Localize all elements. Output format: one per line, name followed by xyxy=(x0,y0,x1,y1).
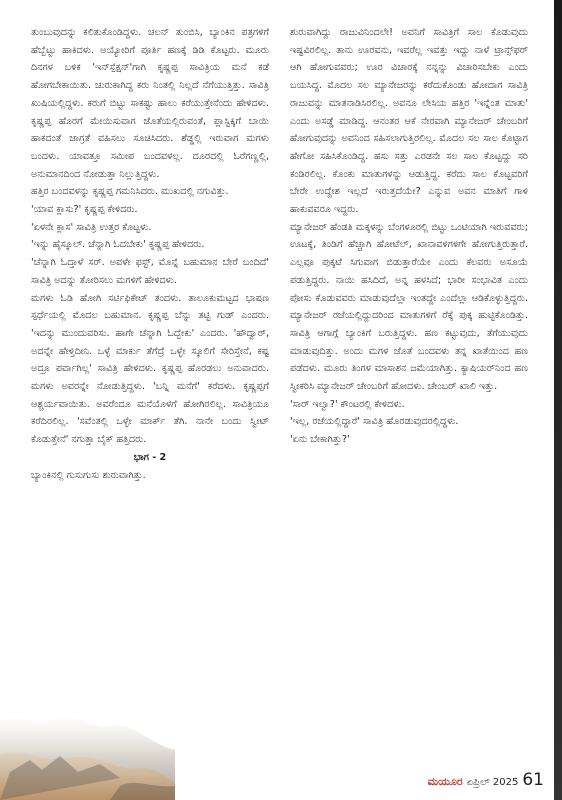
paragraph: 'ಏಳನೇ ಕ್ಲಾಸ' ಸಾವಿತ್ರಿ ಉತ್ತರ ಕೊಟ್ಟಳು. xyxy=(31,221,152,233)
paragraph: 'ಏನು ಬೇಕಾಗಿತ್ತು?' xyxy=(290,434,350,446)
section-heading: ಭಾಗ - 2 xyxy=(133,451,167,463)
magazine-name: ಮಯೂರ xyxy=(427,775,463,788)
paragraph: ಹತ್ತಿರ ಬಂದವಳನ್ನು ಕೃಷ್ಣಪ್ಪ ಗಮನಿಸಿದರು. ಮುಖದಲ್ಲಿ ನಗುವಿತ್ತು. xyxy=(31,186,229,198)
left-column xyxy=(31,24,269,484)
paragraph: 'ಚೆನ್ನಾಗಿ ಓದ್ತಾಳೆ ಸರ್. ಅವಳೇ ಫಸ್ಟ್, ಮೊನ್ನೆ ಬಹುಮಾನ ಬೇರೆ ಬಂದಿದೆ' ಸಾವಿತ್ರಿ ಅದನ್ನು ತೋರಿಸಲು ಮಗಳಿಗೆ ಹೇಳಿದಳು. xyxy=(31,257,269,286)
paragraph: 'ಸಾರ್ ಇಲ್ವಾ?' ಕೌಂಟರಲ್ಲಿ ಕೇಳಿದಳು. xyxy=(290,398,405,410)
ink-wash-mountain-illustration xyxy=(0,660,175,800)
right-column xyxy=(290,24,528,449)
issue-date: ಏಪ್ರಿಲ್ 2025 xyxy=(466,777,519,788)
paragraph: ಶುರುವಾಗಿದ್ದು ರಾಜುವಿನಿಂದಲೇ! ಅವನಿಗೆ ಸಾವಿತ್ರಿಗೆ ಸಾಲ ಕೊಡುವುದು ಇಷ್ಟವಿರಲಿಲ್ಲ. ತಾನು ಊರವನು, ಇವರೆಲ್ಲ ಇವತ್ತು ಇದ್ದು ನಾಳೆ ಟ್ರಾನ್ಸ್‌ಫರ್ ಆಗಿ ಹೋಗುವವರು; ಊರ ವಿಚಾರಕ್ಕೆ ನನ್ನನ್ನು ವಿಚಾರಿಸಬೇಕು ಎಂದು ಬಯಸಿದ್ದ. ಮೊದಲ ಸಲ ಮ್ಯಾನೇಜರನ್ನು ಕರೆದುಕೊಂಡು ಹೋದಾಗ ಸಾವಿತ್ರಿ ರಾಜುವನ್ನು ಮಾತನಾಡಿಸಿರಲಿಲ್ಲ. ಅವನೂ ಲೇಸಿಯ ಹತ್ತಿರ 'ಇನ್ನೆಂತ ಮಾತು' ಎಂದು ಅಸಡ್ಡೆ ಮಾಡಿದ್ದ. ಆನಂತರ ಆಕೆ ನೇರವಾಗಿ ಮ್ಯಾನೇಜರ್ ಚೇಂಬರಿಗೆ ಹೋಗುವುದನ್ನು ಅವನಿಂದ ಸಹಿಸಲಾಗುತ್ತಿರಲಿಲ್ಲ. ಮೊದಲ ಸಲ ಸಾಲ ಕೊಟ್ಟಾಗ ಹೇಗೋ ಸಹಿಸಿಕೊಂಡಿದ್ದ. ಹಸು ಸತ್ತು ಎರಡನೇ ಸಲ ಸಾಲ ಕೊಟ್ಟದ್ದು ಸರಿ ಕಂಡಿರಲಿಲ್ಲ. ಕೊಂಕು ಮಾತುಗಳನ್ನು ಆಡುತ್ತಿದ್ದ. ಕರೆದು ಸಾಲ ಕೊಟ್ಟವರಿಗೆ ಬೇರೇ ಉದ್ದೇಶ ಇಲ್ಲದೆ ಇರುತ್ತದೆಯೇ? ಎನ್ನುವ ಅವನ ಮಾತಿಗೆ ಗಾಳಿ ಹಾಕುವವರೂ ಇದ್ದರು. xyxy=(290,27,528,216)
page-edge xyxy=(554,0,562,800)
page-footer xyxy=(428,770,544,790)
paragraph: ತುಂಬುವುದನ್ನು ಕಲಿತುಕೊಂಡಿದ್ದಳು. ಚಲನ್ ತುಂಬಿಸಿ, ಬ್ಯಾಂಕಿನ ಪತ್ರಗಳಿಗೆ ಹೆಬ್ಬೆಟ್ಟು ಹಾಕಿದಳು. ಅಯ್ಯೋರಿಗೆ ಪೂರ್ತಿ ಹಣಕ್ಕೆ ಡಿಡಿ ಕೊಟ್ಟರು. ಮೂರು ದಿನಗಳ ಬಳಿಕ 'ಇನ್‌ಸ್ಪೆಕ್ಷನ್'ಗಾಗಿ ಕೃಷ್ಣಪ್ಪ ಸಾವಿತ್ರಿಯ ಮನೆ ಕಡೆ ಹೋಗಬೇಕಾಯಿತು. ಚುರುಕಾಗಿದ್ದ ಕರು ನಿಂತಲ್ಲಿ ನಿಲ್ಲದೆ ನೆಗೆಯುತ್ತಿತ್ತು. ಸಾವಿತ್ರಿ ಖುಷಿಯಲ್ಲಿದ್ದಳು. ಕರುಗೆ ಬಿಟ್ಟು ಸಾಕಷ್ಟು ಹಾಲು ಕರೆಯುತ್ತೇನೆಂದು ಹೇಳಿದಳು. ಕೃಷ್ಣಪ್ಪ ಹೊರಗೆ ಮೇಯಿಸುವಾಗ ಜೊತೆಯಲ್ಲಿರುವಂತೆ, ಪ್ಲಾಸ್ಟಿಕ್ಕಿಗೆ ಬಾಯಿ ಹಾಕದಂತೆ ಜಾಗ್ರತೆ ವಹಿಸಲು ಸೂಚಿಸಿದರು. ಶೆಡ್ಡಲ್ಲಿ ಇರುವಾಗ ಮಗಳು ಬಂದಳು. ಯಾವತ್ತೂ ಸಮೀಪ ಬಂದವಳಲ್ಲ. ದೂರದಲ್ಲಿ ಓರೆಗಣ್ಣಲ್ಲಿ, ಅನುಮಾನದಿಂದ ನೋಡುತ್ತಾ ನಿಲ್ಲುತ್ತಿದ್ದಳು. xyxy=(31,27,269,180)
paragraph: 'ಯಾವ ಕ್ಲಾಸು?' ಕೃಷ್ಣಪ್ಪ ಕೇಳಿದರು. xyxy=(31,204,138,216)
paragraph: 'ಇಲ್ಲ, ರಜೆಯಲ್ಲಿದ್ದಾರೆ' ಸಾವಿತ್ರಿ ಹೊರಡುವುದರಲ್ಲಿದ್ದಳು. xyxy=(290,416,459,428)
page-number: 61 xyxy=(522,770,544,790)
paragraph: 'ಇನ್ನು ಹೈಸ್ಕೂಲ್. ಚೆನ್ನಾಗಿ ಓದಬೇಕು' ಕೃಷ್ಣಪ್ಪ ಹೇಳಿದರು. xyxy=(31,239,205,251)
paragraph: ಮ್ಯಾನೇಜರ್ ಹೆಂಡತಿ ಮಕ್ಕಳನ್ನು ಬೆಂಗಳೂರಲ್ಲಿ ಬಿಟ್ಟು ಒಂಟಿಯಾಗಿ ಇರುವವರು; ಊಟಕ್ಕೆ, ತಿಂಡಿಗೆ ಹೆಚ್ಚಾಗಿ ಹೋಟೆಲ್, ಖಾನಾವಳಿಗಳಿಗೇ ಹೋಗುತ್ತಿರುತ್ತಾರೆ. ಎಲ್ಲವೂ ಪುಕ್ಕಟೆ ಸಿಗುವಾಗ ಬಿಡುತ್ತಾರೆಯೇ ಎಂದು ಕೆಲವರು ಅಸೂಯೆ ಪಡುತ್ತಿದ್ದರು. ನಾಯಿ ಹಸಿದಿದೆ, ಅನ್ನ ಹಳಸಿದೆ; ಭಾರೀ ಸಂಭಾವಿತ ಎಂದು ಪೋಸು ಕೊಡುವವರು ಮಾಡುವುದೆಲ್ಲಾ ಇಂತದ್ದೇ ಎಂದೆಲ್ಲಾ ಆಡಿಕೊಳ್ಳುತ್ತಿದ್ದರು. ಮ್ಯಾನೇಜರ್ ರಜೆಯಲ್ಲಿದ್ದುದರಿಂದ ಮಾತುಗಳಿಗೆ ರೆಕ್ಕೆ ಪುಕ್ಕ ಹುಟ್ಟಿಕೊಂಡಿತ್ತು. ಸಾವಿತ್ರಿ ಆಗಾಗ್ಗೆ ಬ್ಯಾಂಕಿಗೆ ಬರುತ್ತಿದ್ದಳು. ಹಣ ಕಟ್ಟುವುದು, ತೆಗೆಯುವುದು ಮಾಡುವುದಿತ್ತು. ಅಂದು ಮಗಳ ಜೊತೆ ಬಂದವಳು ತನ್ನ ಖಾತೆಯಿಂದ ಹಣ ಪಡೆದಳು. ಮೂರು ತಿಂಗಳ ಮಾಸಾಶನ ಜಮೆಯಾಗಿತ್ತು. ಕ್ಯಾಷಿಯರ್‌ನಿಂದ ಹಣ ಸ್ವೀಕರಿಸಿ ಮ್ಯಾನೇಜರ್ ಚೇಂಬರಿಗೆ ಹೋದಳು. ಚೇಂಬರ್ ಖಾಲಿ ಇತ್ತು. xyxy=(290,221,528,393)
paragraph: ಮಗಳು ಓಡಿ ಹೋಗಿ ಸರ್ಟಿಫಿಕೇಟ್ ತಂದಳು. ತಾಲೂಕುಮಟ್ಟದ ಭಾಷಣ ಸ್ಪರ್ಧೆಯಲ್ಲಿ ಮೊದಲ ಬಹುಮಾನ. ಕೃಷ್ಣಪ್ಪ ಬೆನ್ನು ತಟ್ಟಿ ಗುಡ್ ಎಂದರು. 'ಇದನ್ನು ಮುಂದುವರಿಸು. ಹಾಗೇ ಚೆನ್ನಾಗಿ ಓದ್ಬೇಕು' ಎಂದರು. 'ಹೌದ್ವಾರ್, ಅದನ್ನೇ ಹೇಳ್ತಿದೀನಿ. ಒಳ್ಳೆ ಮಾರ್ಕು ತೆಗೆದ್ರೆ ಒಳ್ಳೇ ಸ್ಕೂಲಿಗೆ ಸೇರಿಸ್ತೇನೆ, ಕಷ್ಟ ಅದ್ರೂ ಪರ್ವಾಗಿಲ್ಲ' ಸಾವಿತ್ರಿ ಹೇಳಿದಳು. ಕೃಷ್ಣಪ್ಪ ಹೊರಡಲು ಅನುವಾದರು. ಮಗಳು ಅವರನ್ನೇ ನೋಡುತ್ತಿದ್ದಳು. 'ಬನ್ನಿ ಮನೆಗೆ' ಕರೆದಳು. ಕೃಷ್ಣಪ್ಪಗೆ ಆಶ್ಚರ್ಯವಾಯಿತು. ಅವರೆಂದೂ ಮನೆಯೊಳಗೆ ಹೋಗಿರಲಿಲ್ಲ. ಸಾವಿತ್ರಿಯೂ ಕರೆದಿರಲಿಲ್ಲ. 'ಸವೆಂತಲ್ಲಿ ಒಳ್ಳೇ ಮಾರ್ಕ್ ತೆಗಿ. ನಾನೇ ಬಂದು ಸ್ವೀಟ್ ಕೊಡುತ್ತೇನೆ' ನಗುತ್ತಾ ಬೈಕ್ ಹತ್ತಿದರು. xyxy=(31,292,269,446)
paragraph: ಬ್ಯಾಂಕಿನಲ್ಲಿ ಗುಸುಗುಸು ಶುರುವಾಗಿತ್ತು. xyxy=(31,469,146,481)
